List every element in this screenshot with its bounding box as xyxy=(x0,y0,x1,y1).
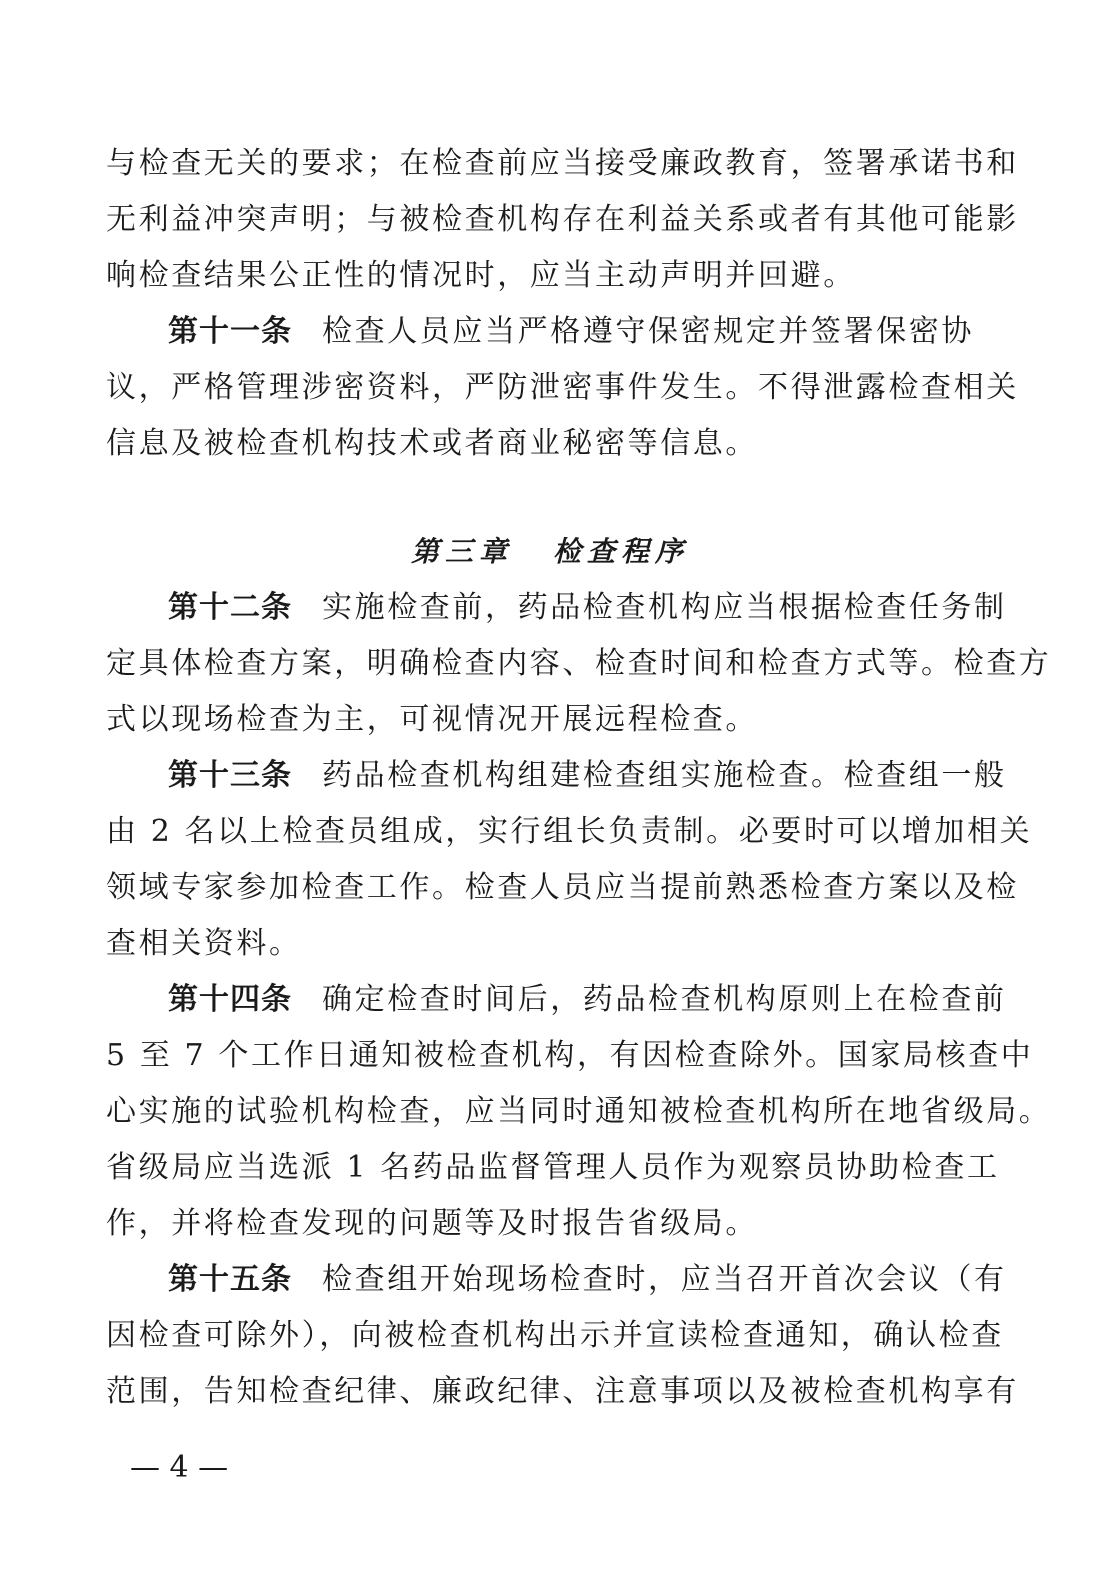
text-line: 无利益冲突声明；与被检查机构存在利益关系或者有其他可能影 xyxy=(106,202,1019,237)
article-text: 实施检查前，药品检查机构应当根据检查任务制 xyxy=(322,590,1007,625)
text-line: 因检查可除外），向被检查机构出示并宣读检查通知，确认检查 xyxy=(106,1318,1004,1353)
chapter-number: 第三章 xyxy=(410,535,513,568)
page-number: — 4 — xyxy=(130,1450,229,1485)
text-line: 信息及被检查机构技术或者商业秘密等信息。 xyxy=(106,426,758,461)
text-line: 议，严格管理涉密资料，严防泄密事件发生。不得泄露检查相关 xyxy=(106,370,1019,405)
text-line: 范围，告知检查纪律、廉政纪律、注意事项以及被检查机构享有 xyxy=(106,1374,1019,1409)
article-15-first-line xyxy=(168,1260,1007,1300)
text-line: 省级局应当选派 1 名药品监督管理人员作为观察员协助检查工 xyxy=(106,1150,1000,1185)
article-text: 确定检查时间后，药品检查机构原则上在检查前 xyxy=(322,982,1007,1017)
article-label: 第十一条 xyxy=(168,314,292,349)
article-14-first-line xyxy=(168,980,1007,1020)
text-line: 领域专家参加检查工作。检查人员应当提前熟悉检查方案以及检 xyxy=(106,870,1019,905)
article-label: 第十四条 xyxy=(168,982,292,1017)
article-13-first-line xyxy=(168,756,1007,796)
text-line: 式以现场检查为主，可视情况开展远程检查。 xyxy=(106,702,758,737)
text-line: 心实施的试验机构检查，应当同时通知被检查机构所在地省级局。 xyxy=(106,1094,1052,1129)
article-text: 检查人员应当严格遵守保密规定并签署保密协 xyxy=(322,314,974,349)
chapter-title: 检查程序 xyxy=(553,535,690,568)
text-line: 与检查无关的要求；在检查前应当接受廉政教育，签署承诺书和 xyxy=(106,146,1019,181)
text-line: 作，并将检查发现的问题等及时报告省级局。 xyxy=(106,1206,758,1241)
article-text: 检查组开始现场检查时，应当召开首次会议（有 xyxy=(322,1262,1007,1297)
article-12-first-line xyxy=(168,588,1007,628)
article-11-first-line xyxy=(168,312,986,352)
article-label: 第十二条 xyxy=(168,590,292,625)
text-line: 响检查结果公正性的情况时，应当主动声明并回避。 xyxy=(106,258,856,293)
text-line: 由 2 名以上检查员组成，实行组长负责制。必要时可以增加相关 xyxy=(106,814,1033,849)
text-line: 查相关资料。 xyxy=(106,926,302,961)
chapter-heading xyxy=(0,532,1100,572)
text-line: 5 至 7 个工作日通知被检查机构，有因检查除外。国家局核查中 xyxy=(106,1038,1034,1073)
article-label: 第十五条 xyxy=(168,1262,292,1297)
article-label: 第十三条 xyxy=(168,758,292,793)
text-line: 定具体检查方案，明确检查内容、检查时间和检查方式等。检查方 xyxy=(106,646,1052,681)
article-text: 药品检查机构组建检查组实施检查。检查组一般 xyxy=(322,758,1007,793)
